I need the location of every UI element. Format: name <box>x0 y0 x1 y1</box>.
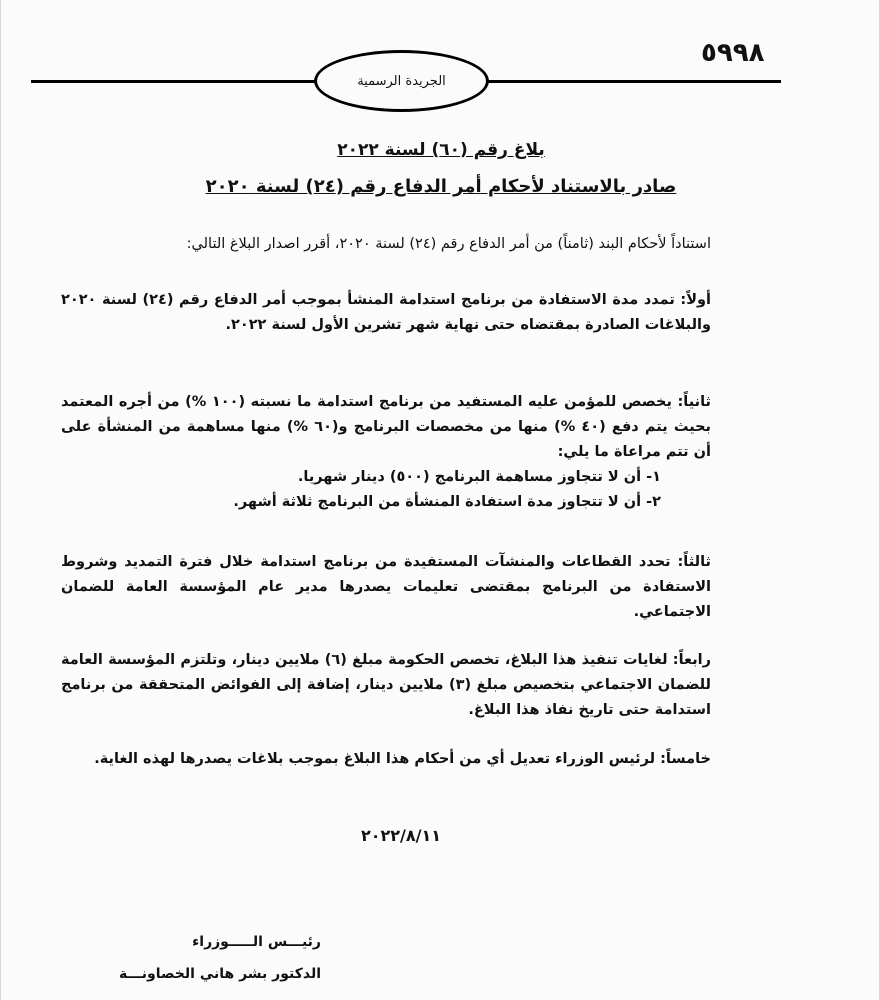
notice-title: بلاغ رقم (٦٠) لسنة ٢٠٢٢ <box>337 140 545 160</box>
notice-subtitle: صادر بالاستناد لأحكام أمر الدفاع رقم (٢٤) لسنة ٢٠٢٠ <box>205 176 677 197</box>
clause-fifth: خامساً: لرئيس الوزراء تعديل أي من أحكام هذا البلاغ بموجب بلاغات يصدرها لهذه الغاية. <box>94 751 711 767</box>
issue-date: ٢٠٢٢/٨/١١ <box>360 826 442 845</box>
intro-paragraph: استناداً لأحكام البند (ثامناً) من أمر الدفاع رقم (٢٤) لسنة ٢٠٢٠، أقرر اصدار البلاغ التالي: <box>186 236 711 252</box>
clause-second-item-1: ١- أن لا تتجاوز مساهمة البرنامج (٥٠٠) دينار شهريا. <box>297 469 661 485</box>
gazette-name-ellipse <box>314 50 489 112</box>
clause-first: أولاً: تمدد مدة الاستفادة من برنامج استدامة المنشأ بموجب أمر الدفاع رقم (٢٤) لسنة ٢٠٢٠ والبلاغات الصادرة بمقتضاه حتى نهاية شهر تشرين الأول لسنة ٢٠٢٢. <box>61 292 711 333</box>
clause-fourth: رابعاً: لغايات تنفيذ هذا البلاغ، تخصص الحكومة مبلغ (٦) ملايين دينار، وتلتزم المؤسسة العامة للضمان الاجتماعي بتخصيص مبلغ (٣) ملايين دينار، إضافة إلى الفوائض المتحققة من برنامج استدامة حتى تاريخ نفاذ هذا البلاغ. <box>61 652 711 718</box>
clause-second <box>61 390 711 515</box>
signer-name: الدكتور بشر هاني الخصاونـــة <box>118 966 321 982</box>
signer-title: رئيـــس الـــــوزراء <box>192 934 321 950</box>
page-number: ٥٩٩٨ <box>701 38 765 68</box>
clause-second-main: ثانياً: يخصص للمؤمن عليه المستفيد من برنامج استدامة ما نسبته (١٠٠ %) من أجره المعتمد بحيث يتم دفع (٤٠ %) منها من مخصصات البرنامج و(٦٠ %) منها مساهمة من المنشأة على أن تتم مراعاة ما يلي: <box>61 394 712 460</box>
clause-third: ثالثاً: تحدد القطاعات والمنشآت المستفيدة من برنامج استدامة خلال فترة التمديد وشروط الاستفادة من البرنامج بمقتضى تعليمات يصدرها مدير عام المؤسسة العامة للضمان الاجتماعي. <box>61 554 711 620</box>
gazette-name: الجريدة الرسمية <box>357 73 446 89</box>
clause-second-item-2: ٢- أن لا تتجاوز مدة استفادة المنشأة من البرنامج ثلاثة أشهر. <box>233 494 661 510</box>
